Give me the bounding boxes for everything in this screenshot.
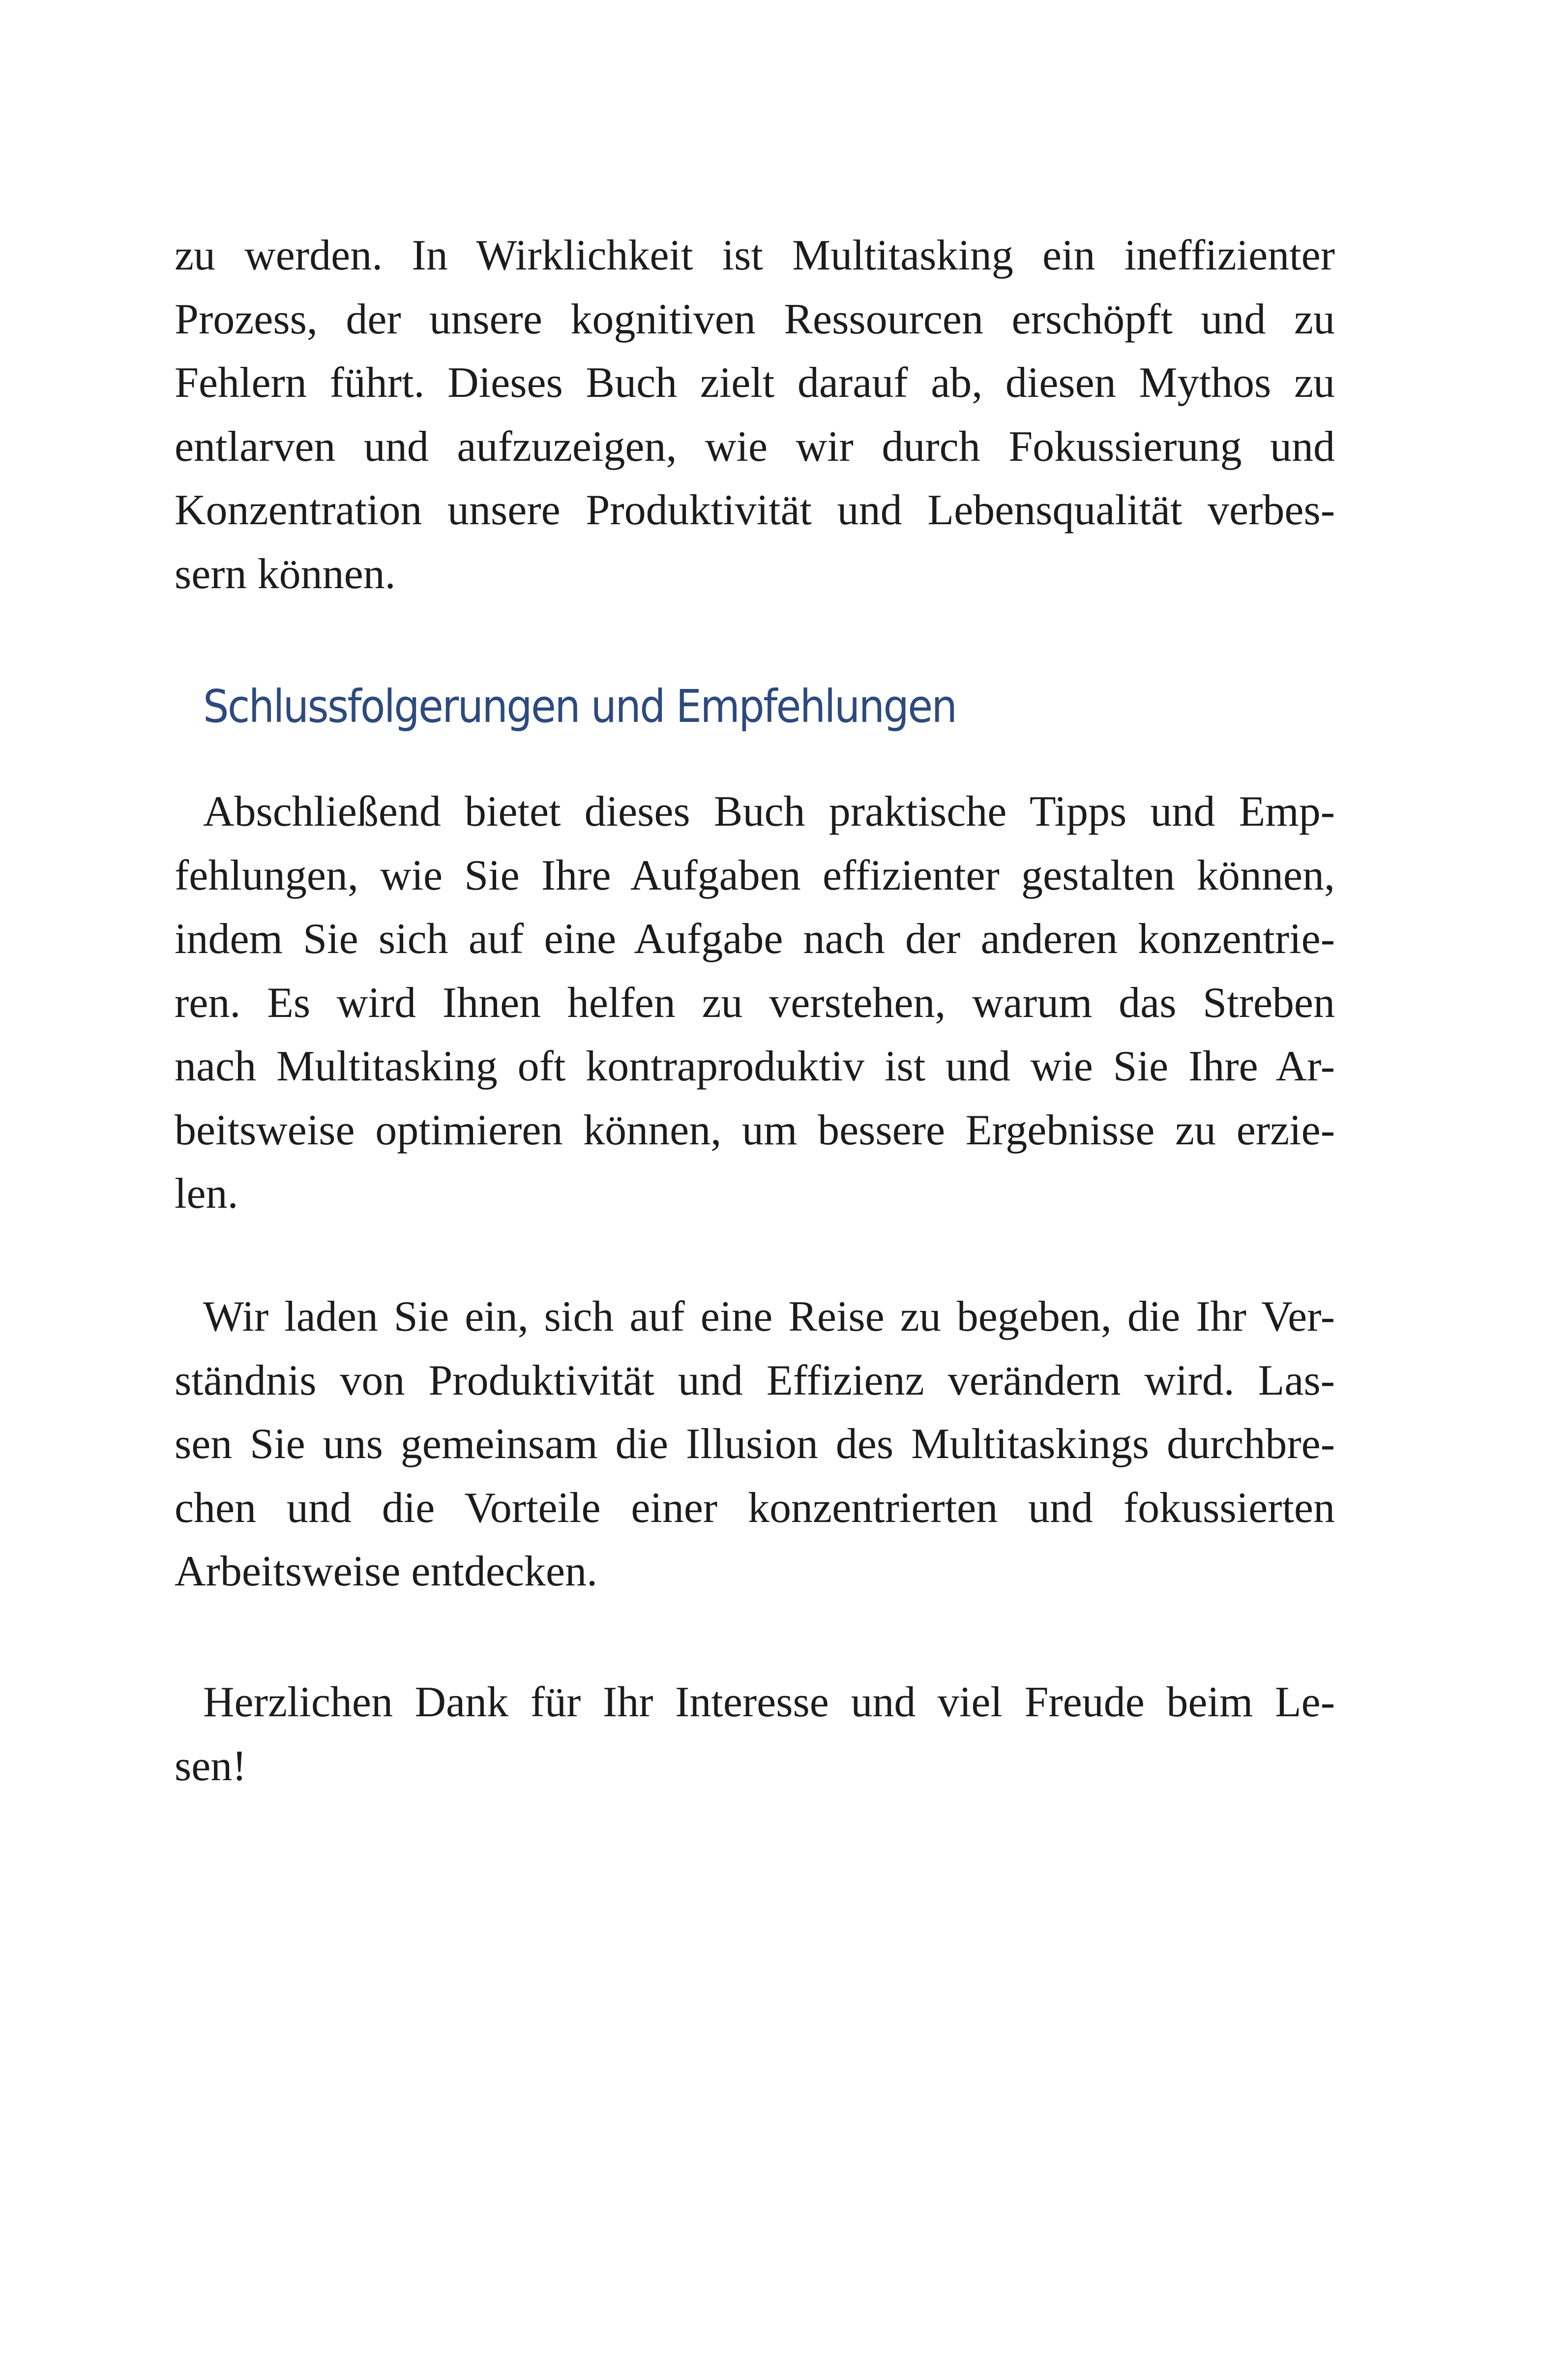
text-line: Arbeitsweise entdecken. (175, 1548, 598, 1595)
text-line: Herzlichen Dank für Ihr Interesse und viel Freude beim Le- (203, 1678, 1335, 1726)
text-line: sern können. (175, 550, 396, 598)
text-line: Prozess, der unsere kognitiven Ressourcen erschöpft und zu (175, 295, 1335, 343)
text-line: indem Sie sich auf eine Aufgabe nach der anderen konzentrie- (175, 915, 1335, 963)
text-line: ren. Es wird Ihnen helfen zu verstehen, warum das Streben (175, 979, 1335, 1027)
text-line: sen! (175, 1742, 247, 1790)
paragraph-multitasking-myth (175, 224, 1335, 606)
section-heading: Schlussfolgerungen und Empfehlungen (203, 680, 956, 733)
text-line: zu werden. In Wirklichkeit ist Multitasking ein ineffizienter (175, 232, 1335, 279)
text-line: len. (175, 1170, 238, 1218)
paragraph-conclusions (175, 780, 1335, 1226)
text-line: fehlungen, wie Sie Ihre Aufgaben effizienter gestalten können, (175, 851, 1335, 899)
text-line: Fehlern führt. Dieses Buch zielt darauf ab, diesen Mythos zu (175, 359, 1335, 407)
text-line: beitsweise optimieren können, um bessere Ergebnisse zu erzie- (175, 1106, 1335, 1154)
text-line: entlarven und aufzuzeigen, wie wir durch Fokussierung und (175, 422, 1335, 471)
text-line: chen und die Vorteile einer konzentrierten und fokussierten (175, 1484, 1335, 1532)
text-line: sen Sie uns gemeinsam die Illusion des Multitaskings durchbre- (175, 1420, 1335, 1468)
paragraph-thanks (175, 1671, 1335, 1798)
text-line: Wir laden Sie ein, sich auf eine Reise zu begeben, die Ihr Ver- (203, 1293, 1335, 1341)
text-line: Konzentration unsere Produktivität und Lebensqualität verbes- (175, 486, 1335, 534)
text-line: nach Multitasking oft kontraproduktiv ist und wie Sie Ihre Ar- (175, 1043, 1335, 1090)
text-line: Abschließend bietet dieses Buch praktische Tipps und Emp- (203, 788, 1335, 836)
text-line: ständnis von Produktivität und Effizienz verändern wird. Las- (175, 1356, 1335, 1404)
paragraph-invitation (175, 1285, 1335, 1604)
